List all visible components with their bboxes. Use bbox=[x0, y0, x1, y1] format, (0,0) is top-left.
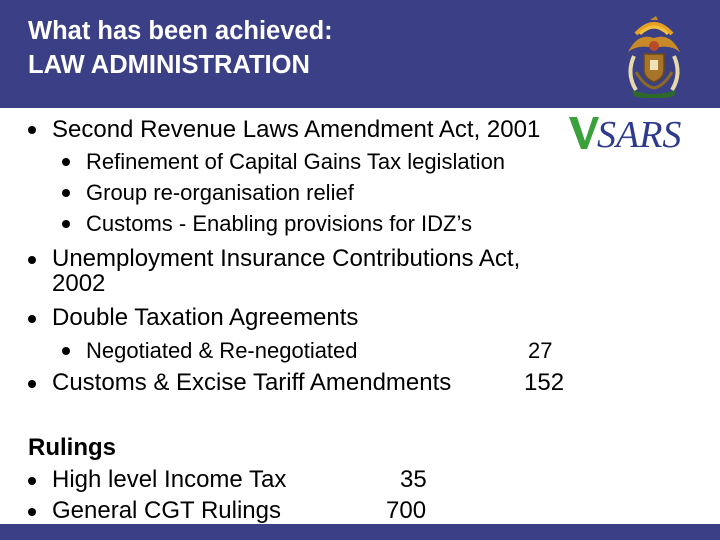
bullet-icon bbox=[28, 477, 36, 485]
list-item-text: Second Revenue Laws Amendment Act, 2001 bbox=[52, 116, 541, 143]
bullet-icon bbox=[28, 315, 36, 323]
coat-of-arms-icon bbox=[614, 12, 694, 98]
slide-title-line2: LAW ADMINISTRATION bbox=[28, 51, 310, 79]
sars-logo-text: SARS bbox=[597, 114, 682, 153]
sub-item-text: Refinement of Capital Gains Tax legislation bbox=[86, 149, 506, 174]
list-item-text: Customs & Excise Tariff Amendments bbox=[52, 369, 452, 396]
slide-title bbox=[28, 14, 333, 82]
bullet-icon bbox=[28, 380, 36, 388]
bullet-icon bbox=[28, 508, 36, 516]
list-item-text-continued: 2002 bbox=[52, 270, 106, 297]
list-item-value: 152 bbox=[524, 369, 565, 396]
list-item-text: Double Taxation Agreements bbox=[52, 304, 359, 331]
rulings-item-value: 35 bbox=[400, 466, 427, 493]
sars-logo bbox=[567, 113, 715, 153]
bullet-icon bbox=[28, 256, 36, 264]
sub-item-text: Customs - Enabling provisions for IDZ’s bbox=[86, 211, 472, 236]
slide-title-line1: What has been achieved: bbox=[28, 17, 333, 45]
bullet-icon bbox=[62, 347, 70, 355]
rulings-item-value: 700 bbox=[386, 497, 427, 524]
rulings-heading: Rulings bbox=[28, 434, 116, 461]
sub-item-value: 27 bbox=[528, 338, 553, 363]
title-banner bbox=[0, 0, 720, 108]
bullet-icon bbox=[28, 126, 36, 134]
bullet-icon bbox=[62, 220, 70, 228]
rulings-item-label: High level Income Tax bbox=[52, 466, 287, 493]
bullet-icon bbox=[62, 189, 70, 197]
bullet-icon bbox=[62, 158, 70, 166]
list-item-text: Unemployment Insurance Contributions Act, bbox=[52, 245, 521, 272]
rulings-item-label: General CGT Rulings bbox=[52, 497, 281, 524]
sub-item-text: Group re-organisation relief bbox=[86, 180, 354, 205]
sub-item-text: Negotiated & Re-negotiated bbox=[86, 338, 358, 363]
footer-bar bbox=[0, 524, 720, 540]
